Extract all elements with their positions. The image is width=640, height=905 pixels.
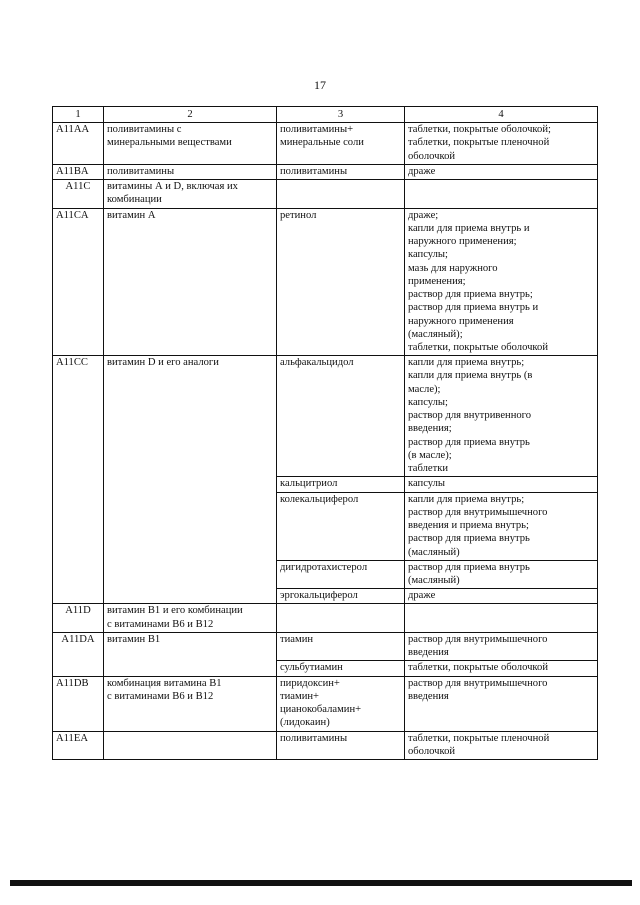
cell-line: ретинол — [280, 209, 317, 221]
cell-line: витамины А и D, включая их — [107, 181, 238, 193]
atc-code-cell: A11CA — [53, 208, 104, 356]
group-cell — [104, 676, 277, 731]
cell-line: витамин B1 — [107, 633, 161, 645]
cell-line: оболочкой — [408, 150, 456, 162]
cell-line: таблетки, покрытые оболочкой; — [408, 124, 551, 136]
cell-line: поливитамины+ — [280, 124, 354, 136]
cell-line: тиамин — [280, 633, 314, 645]
substance-cell — [277, 492, 405, 560]
group-cell — [104, 208, 277, 356]
cell-line: драже; — [408, 209, 439, 221]
substance-cell — [277, 661, 405, 676]
form-cell — [405, 492, 598, 560]
cell-line: поливитамины — [280, 732, 348, 744]
column-header: 3 — [277, 107, 405, 123]
cell-line: введения — [408, 647, 449, 659]
atc-code-cell: A11D — [53, 604, 104, 632]
cell-line: применения; — [408, 275, 466, 287]
form-cell — [405, 731, 598, 759]
form-cell — [405, 676, 598, 731]
cell-line: таблетки, покрытые пленочной — [408, 732, 550, 744]
substance-cell — [277, 164, 405, 179]
substance-cell — [277, 123, 405, 165]
cell-line: комбинации — [107, 194, 162, 206]
cell-line: поливитамины с — [107, 124, 182, 136]
cell-line: раствор для внутримышечного — [408, 677, 548, 689]
cell-line: эргокальциферол — [280, 590, 358, 602]
cell-line: кальцитриол — [280, 478, 338, 490]
cell-line: капли для приема внутрь (в — [408, 370, 533, 382]
form-cell — [405, 661, 598, 676]
group-cell — [104, 180, 277, 208]
group-cell — [104, 632, 277, 676]
cell-line: раствор для внутримышечного — [408, 506, 548, 518]
cell-line: таблетки, покрытые оболочкой — [408, 662, 548, 674]
substance-cell — [277, 676, 405, 731]
substance-cell — [277, 477, 405, 492]
cell-line: оболочкой — [408, 745, 456, 757]
cell-line: витамин А — [107, 209, 156, 221]
cell-line: раствор для внутривенного — [408, 410, 532, 422]
form-cell — [405, 123, 598, 165]
form-cell — [405, 356, 598, 477]
cell-line: цианокобаламин+ — [280, 704, 362, 716]
cell-line: пиридоксин+ — [280, 677, 340, 689]
cell-line: минеральные соли — [280, 137, 364, 149]
group-cell — [104, 731, 277, 759]
cell-line: дигидротахистерол — [280, 561, 368, 573]
empty-cell — [277, 604, 405, 632]
atc-code-cell: A11C — [53, 180, 104, 208]
substance-cell — [277, 632, 405, 660]
substance-cell — [277, 731, 405, 759]
cell-line: капсулы — [408, 478, 446, 490]
table-row — [53, 356, 598, 477]
cell-line: (масляный) — [408, 546, 460, 558]
cell-line: масле); — [408, 383, 441, 395]
page-number: 17 — [314, 78, 326, 92]
cell-line: сульбутиамин — [280, 662, 343, 674]
empty-cell — [405, 180, 598, 208]
form-cell — [405, 477, 598, 492]
table-row — [53, 604, 598, 632]
empty-cell — [277, 180, 405, 208]
cell-line: (в масле); — [408, 449, 452, 461]
cell-line: раствор для приема внутрь — [408, 533, 530, 545]
form-cell — [405, 589, 598, 604]
cell-line: витамин D и его аналоги — [107, 357, 219, 369]
column-header: 2 — [104, 107, 277, 123]
cell-line: (лидокаин) — [280, 717, 330, 729]
cell-line: раствор для приема внутрь и — [408, 302, 539, 314]
cell-line: раствор для приема внутрь — [408, 436, 530, 448]
cell-line: минеральными веществами — [107, 137, 232, 149]
group-cell — [104, 604, 277, 632]
cell-line: наружного применения; — [408, 236, 517, 248]
atc-code-cell: A11DB — [53, 676, 104, 731]
substance-cell — [277, 208, 405, 356]
table-row — [53, 632, 598, 660]
table-row — [53, 180, 598, 208]
table-row — [53, 208, 598, 356]
atc-code-cell: A11BA — [53, 164, 104, 179]
cell-line: комбинация витамина B1 — [107, 677, 222, 689]
cell-line: витамин B1 и его комбинации — [107, 605, 243, 617]
atc-code-cell: A11CC — [53, 356, 104, 604]
table-row — [53, 676, 598, 731]
cell-line: с витаминами В6 и В12 — [107, 690, 214, 702]
table-row — [53, 123, 598, 165]
cell-line: колекальциферол — [280, 493, 359, 505]
cell-line: наружного применения — [408, 315, 514, 327]
cell-line: мазь для наружного — [408, 262, 498, 274]
form-cell — [405, 164, 598, 179]
substance-cell — [277, 589, 405, 604]
table-row — [53, 731, 598, 759]
cell-line: драже — [408, 590, 436, 602]
group-cell — [104, 123, 277, 165]
cell-line: капли для приема внутрь и — [408, 222, 530, 234]
column-header: 1 — [53, 107, 104, 123]
cell-line: таблетки, покрытые оболочкой — [408, 341, 548, 353]
cell-line: раствор для приема внутрь — [408, 561, 530, 573]
table-header-row — [53, 107, 598, 123]
bottom-rule — [10, 880, 632, 886]
column-header: 4 — [405, 107, 598, 123]
form-cell — [405, 560, 598, 588]
cell-line: таблетки — [408, 463, 449, 475]
cell-line: капли для приема внутрь; — [408, 493, 525, 505]
group-cell — [104, 356, 277, 604]
cell-line: альфакальцидол — [280, 357, 354, 369]
cell-line: введения и приема внутрь; — [408, 520, 529, 532]
empty-cell — [405, 604, 598, 632]
cell-line: (масляный) — [408, 574, 460, 586]
cell-line: поливитамины — [107, 165, 175, 177]
atc-table — [52, 106, 598, 760]
atc-code-cell: A11AA — [53, 123, 104, 165]
table-row — [53, 164, 598, 179]
atc-code-cell: A11DA — [53, 632, 104, 676]
cell-line: драже — [408, 165, 436, 177]
cell-line: капли для приема внутрь; — [408, 357, 525, 369]
cell-line: капсулы; — [408, 249, 448, 261]
atc-code-cell: A11EA — [53, 731, 104, 759]
form-cell — [405, 632, 598, 660]
cell-line: введения — [408, 690, 449, 702]
group-cell — [104, 164, 277, 179]
cell-line: таблетки, покрытые пленочной — [408, 137, 550, 149]
cell-line: введения; — [408, 423, 452, 435]
cell-line: раствор для приема внутрь; — [408, 289, 533, 301]
substance-cell — [277, 560, 405, 588]
cell-line: раствор для внутримышечного — [408, 633, 548, 645]
cell-line: капсулы; — [408, 396, 448, 408]
cell-line: тиамин+ — [280, 690, 320, 702]
substance-cell — [277, 356, 405, 477]
cell-line: поливитамины — [280, 165, 348, 177]
form-cell — [405, 208, 598, 356]
table-body — [53, 123, 598, 760]
cell-line: с витаминами В6 и В12 — [107, 618, 214, 630]
cell-line: (масляный); — [408, 328, 463, 340]
